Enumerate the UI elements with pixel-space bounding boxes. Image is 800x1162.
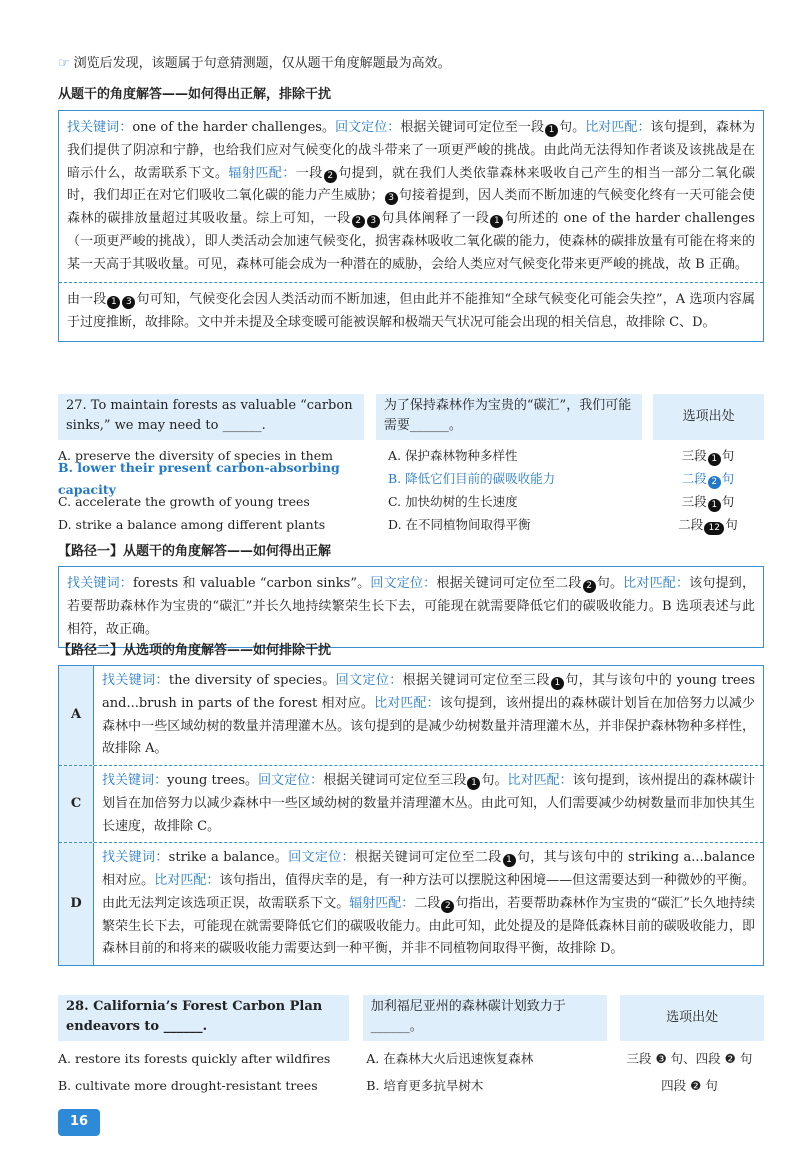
source-header: 选项出处 — [620, 995, 764, 1041]
option-row-d: D. strike a balance among different plants D. 在不同植物间取得平衡 二段 12 句 — [58, 516, 738, 533]
circled-number-icon: 2 — [441, 900, 454, 913]
question-stem-en: 27. To maintain forests as valuable “carbon sinks,” we may need to ______. — [58, 394, 364, 440]
circled-number-icon: 1 — [551, 677, 564, 690]
question-stem-zh: 加利福尼亚州的森林碳计划致力于______。 — [363, 995, 607, 1041]
circled-number-icon: 2 — [583, 580, 596, 593]
circled-number-icon: 1 — [107, 296, 120, 309]
page-number: 16 — [58, 1109, 100, 1136]
question-header-row — [58, 394, 764, 440]
route-two-title: 【路径二】从选项的角度解答——如何排除干扰 — [58, 643, 332, 658]
section-title: 从题干的角度解答——如何得出正解，排除干扰 — [58, 87, 332, 102]
circled-number-icon: 3 — [367, 215, 380, 228]
circled-number-icon: 3 — [385, 192, 398, 205]
circled-number-icon: 1 — [467, 777, 480, 790]
question-stem-zh: 为了保持森林作为宝贵的“碳汇”，我们可能需要______。 — [376, 394, 642, 440]
exclude-paragraph: 由一段 1 3 句可知，气候变化会因人类活动而不断加速，但由此并不能推知“全球气候变化可能会失控”，A 选项内容属于过度推断，故排除。文中并未提及全球变暖可能被误解和极端天气状况可能会出现的相关信息，故排除 C、D。 — [59, 282, 763, 341]
hint-line: ☞ 浏览后发现，该题属于句意猜测题，仅从题干角度解题最为高效。 — [58, 56, 451, 71]
question-27-table — [58, 394, 764, 536]
route-two-box — [58, 665, 764, 966]
circled-number-icon: 3 — [122, 296, 135, 309]
question-28-table — [58, 995, 764, 1097]
circled-number-icon: 1 — [490, 215, 503, 228]
option-row-b: B. cultivate more drought-resistant trees B. 培育更多抗旱树木 四段 ❷ 句 — [58, 1077, 718, 1093]
option-analysis-a: A 找关键词：the diversity of species。回文定位：根据关键词可定位至三段 1 句，其与该句中的 young trees and...brush in parts of the forest 相对应。比对匹配：该句提到，该州提出的森林碳计划旨在加倍努力以减少森林中一些区域幼树的数量并清理灌木丛。该句提到的是减少幼树数量并清理灌木丛，并非保护森林物种多样性，故排除 A。 — [59, 666, 763, 766]
route-one-title: 【路径一】从题干的角度解答——如何得出正解 — [58, 544, 332, 559]
source-header: 选项出处 — [653, 394, 764, 440]
option-row-a: A. preserve the diversity of species in them A. 保护森林物种多样性 三段 1 句 — [58, 447, 735, 464]
pointing-hand-icon: ☞ — [58, 56, 70, 71]
option-analysis-c: C 找关键词：young trees。回文定位：根据关键词可定位至三段 1 句。比对匹配：该句提到，该州提出的森林碳计划旨在加倍努力以减少森林中一些区域幼树的数量并清理灌木丛。由此可知，人们需要减少幼树数量而非加快其生长速度，故排除 C。 — [59, 766, 763, 843]
route-one-paragraph: 找关键词：forests 和 valuable “carbon sinks”。回文定位：根据关键词可定位至二段 2 句。比对匹配：该句提到，若要帮助森林作为宝贵的“碳汇”并长久地持续繁荣生长下去，可能现在就需要降低它们的碳吸收能力。B 选项表述与此相符，故正确。 — [67, 576, 755, 637]
question-header-row — [58, 995, 764, 1041]
route-one-box — [58, 566, 764, 648]
analysis-box-q26 — [58, 110, 764, 342]
option-row-c: C. accelerate the growth of young trees C. 加快幼树的生长速度 三段 1 句 — [58, 493, 735, 510]
circled-number-icon: 2 — [324, 170, 337, 183]
question-stem-en: 28. California’s Forest Carbon Plan endeavors to ______. — [58, 995, 349, 1041]
circled-number-icon: 1 — [545, 124, 558, 137]
option-row-b-correct: B. lower their present carbon-absorbing capacity B. 降低它们目前的碳吸收能力 二段 2 句 — [58, 459, 735, 497]
option-row-a: A. restore its forests quickly after wildfires A. 在森林大火后迅速恢复森林 三段 ❸ 句、四段 ❷ 句 — [58, 1050, 753, 1066]
analysis-paragraph: 找关键词：one of the harder challenges。回文定位：根据关键词可定位至一段 1 句。比对匹配：该句提到，森林为我们提供了阴凉和宁静，也给我们应对气候变化的战斗带来了一项更严峻的挑战。由此尚无法得知作者谈及该挑战是在暗示什么，故需联系下文。辐射匹配：一段 2 句提到，就在我们人类依靠森林来吸收自己产生的相当一部分二氧化碳时，我们却正在对它们吸收二氧化碳的能力产生威胁； 3 句接着提到，因人类而不断加速的气候变化终有一天可能会使森林的碳排放量超过其吸收量。综上可知，一段 2 3 句具体阐释了一段 1 句所述的 one of the harder challenges（一项更严峻的挑战），即人类活动会加速气候变化，损害森林吸收二氧化碳的能力，使森林的碳排放量有可能在将来的某一天高于其吸收量。可见，森林可能会成为一种潜在的威胁，会给人类应对气候变化带来更严峻的挑战，故 B 正确。 — [67, 120, 755, 272]
circled-number-icon: 1 — [503, 854, 516, 867]
option-analysis-d: D 找关键词：strike a balance。回文定位：根据关键词可定位至二段 1 句，其与该句中的 striking a...balance 相对应。比对匹配：该句指出，值得庆幸的是，有一种方法可以摆脱这种困境——但这需要达到一种微妙的平衡。由此无法判定该选项正误，故需联系下文。辐射匹配：二段 2 句指出，若要帮助森林作为宝贵的“碳汇”长久地持续繁荣生长下去，可能现在就需要降低它们的碳吸收能力。由此可知，此处提及的是降低森林目前的碳吸收能力，即森林目前的和将来的碳吸收能力需要达到一种平衡，并非不同植物间取得平衡，故排除 D。 — [59, 843, 763, 965]
circled-number-icon: 2 — [352, 215, 365, 228]
